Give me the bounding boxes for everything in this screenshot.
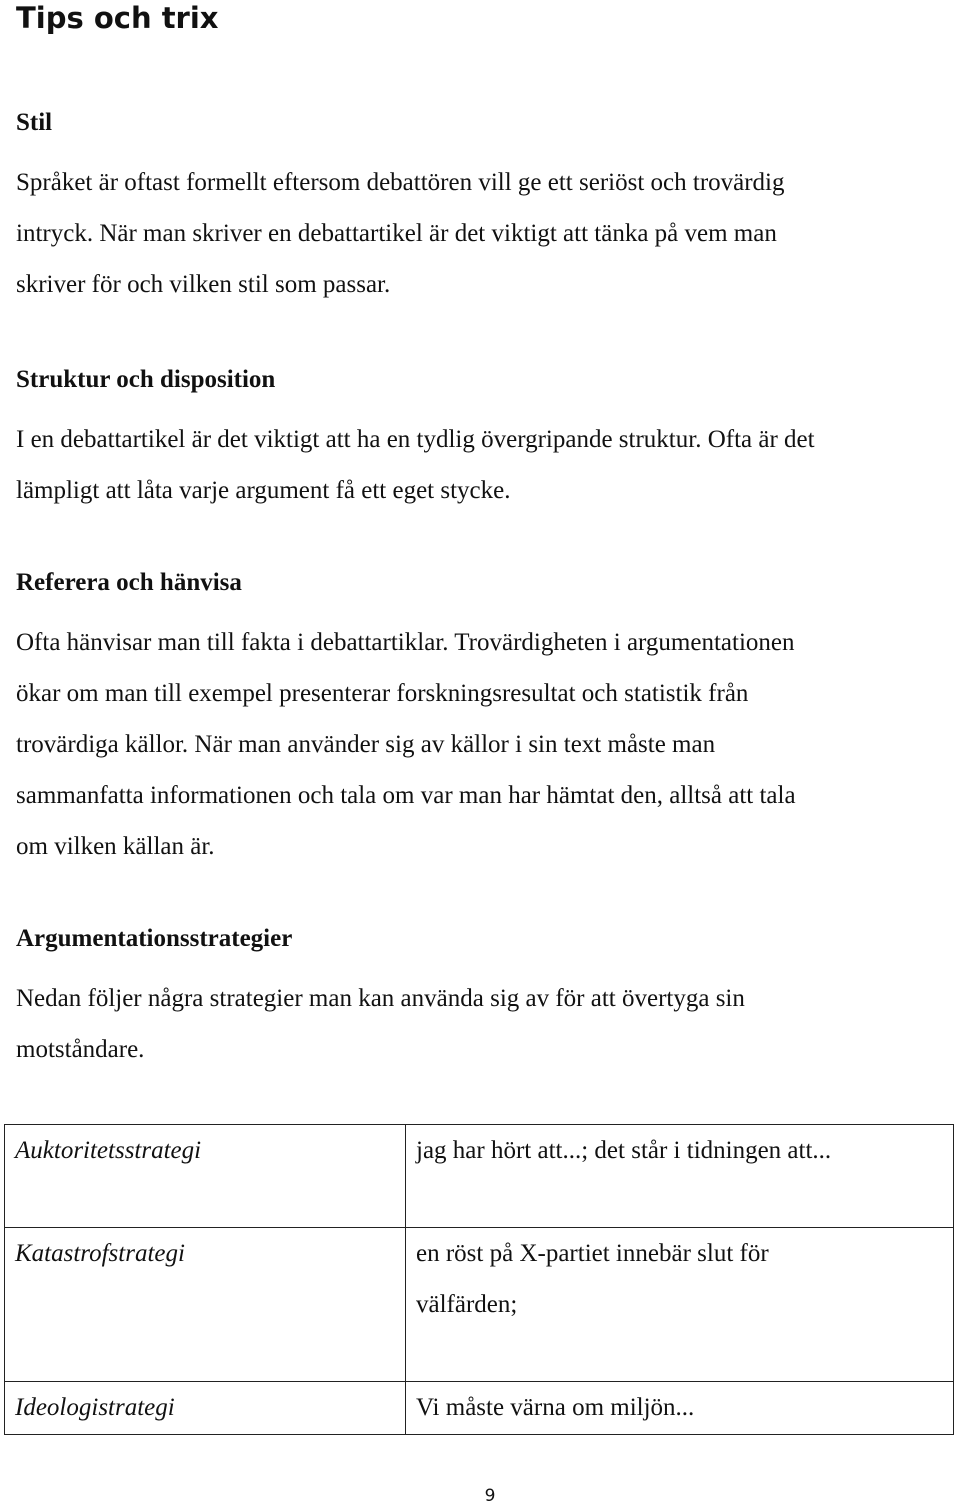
example-line: en röst på X-partiet innebär slut för — [416, 1240, 769, 1267]
table-row — [5, 1228, 954, 1382]
strategy-name: Ideologistrategi — [5, 1382, 406, 1435]
page-number: 9 — [484, 1486, 496, 1506]
page-title: Tips och trix — [16, 1, 219, 35]
strategy-name: Auktoritetsstrategi — [5, 1125, 406, 1228]
section-heading: Stil — [16, 109, 53, 136]
text-line: ökar om man till exempel presenterar forskningsresultat och statistik från — [16, 680, 749, 707]
text-line: sammanfatta informationen och tala om var man har hämtat den, alltså att tala — [16, 782, 796, 809]
text-line: trovärdiga källor. När man använder sig av källor i sin text måste man — [16, 731, 716, 758]
section-heading: Referera och hänvisa — [16, 569, 242, 596]
text-line: Nedan följer några strategier man kan använda sig av för att övertyga sin — [16, 985, 745, 1012]
text-line: motståndare. — [16, 1036, 145, 1063]
section-body — [16, 414, 960, 516]
section-heading: Struktur och disposition — [16, 366, 276, 393]
section-body — [16, 973, 960, 1075]
section-struktur — [16, 364, 960, 516]
text-line: I en debattartikel är det viktigt att ha en tydlig övergripande struktur. Ofta är det — [16, 426, 815, 453]
section-stil — [16, 107, 960, 310]
text-line: intryck. När man skriver en debattartikel är det viktigt att tänka på vem man — [16, 220, 777, 247]
table-row — [5, 1125, 954, 1228]
text-line: Ofta hänvisar man till fakta i debattartiklar. Trovärdigheten i argumentationen — [16, 629, 795, 656]
section-referera — [16, 567, 960, 872]
table-row — [5, 1382, 954, 1435]
section-body — [16, 617, 960, 872]
strategy-example — [406, 1382, 954, 1435]
section-body — [16, 157, 960, 310]
text-line: skriver för och vilken stil som passar. — [16, 271, 391, 298]
example-line: Vi måste värna om miljön... — [416, 1394, 695, 1421]
text-line: om vilken källan är. — [16, 833, 215, 860]
text-line: lämpligt att låta varje argument få ett eget stycke. — [16, 477, 511, 504]
example-line: jag har hört att...; det står i tidningen att... — [416, 1137, 832, 1164]
section-heading: Argumentationsstrategier — [16, 925, 293, 952]
strategy-example — [406, 1228, 954, 1382]
strategy-example — [406, 1125, 954, 1228]
section-argumentationsstrategier — [16, 923, 960, 1075]
strategy-name: Katastrofstrategi — [5, 1228, 406, 1382]
example-line: välfärden; — [416, 1291, 518, 1318]
strategy-table — [4, 1124, 954, 1435]
text-line: Språket är oftast formellt eftersom debattören vill ge ett seriöst och trovärdig — [16, 169, 785, 196]
